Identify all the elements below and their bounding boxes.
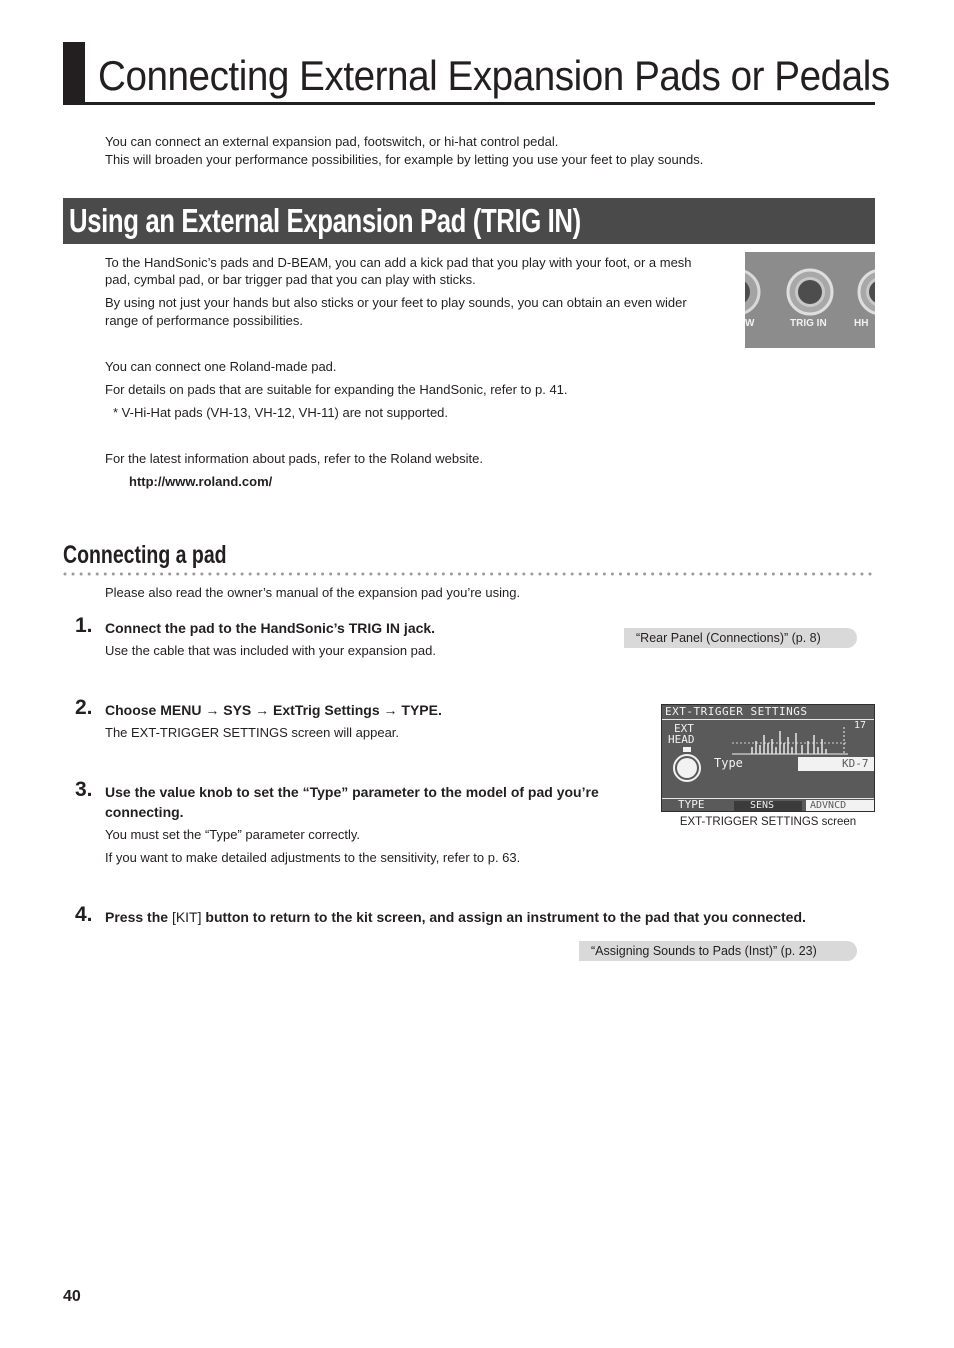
lcd-label-ext: EXT — [674, 722, 694, 735]
lcd-tab-type: TYPE — [678, 798, 705, 811]
title-underline — [85, 102, 875, 105]
kit-button-label: [KIT] — [171, 909, 202, 925]
roland-url-link[interactable]: http://www.roland.com/ — [129, 474, 273, 489]
section-para1-line2: pad, cymbal pad, or bar trigger pad that you can play with sticks. — [105, 272, 476, 287]
jack-label-trig-in: TRIG IN — [790, 318, 827, 329]
jack-label-w: W — [745, 318, 755, 329]
jack-label-hh: HH — [854, 318, 869, 329]
sys-label: SYS — [223, 702, 252, 718]
details-text: For details on pads that are suitable for expanding the HandSonic, refer to p. 41. — [105, 382, 568, 397]
section-para2-line1: By using not just your hands but also sticks or your feet to play sounds, you can obtain an even wider — [105, 295, 687, 310]
step-1-number: 1. — [75, 614, 93, 637]
step-1-reference-link[interactable]: “Rear Panel (Connections)” (p. 8) — [624, 628, 857, 648]
lcd-label-head: HEAD — [668, 733, 695, 746]
latest-info-text: For the latest information about pads, refer to the Roland website. — [105, 451, 483, 466]
ext-trigger-settings-screen — [661, 704, 875, 812]
pad-icon — [670, 745, 704, 783]
step-3-body-1: You must set the “Type” parameter correctly. — [105, 827, 361, 842]
title-bar-accent — [63, 42, 85, 105]
subsection-intro: Please also read the owner’s manual of the expansion pad you’re using. — [105, 585, 521, 600]
exttrig-label: ExtTrig Settings — [273, 702, 380, 718]
step-4-heading — [105, 907, 806, 927]
step-3-heading-line1: Use the value knob to set the “Type” parameter to the model of pad you’re — [105, 784, 599, 800]
step-2-body: The EXT-TRIGGER SETTINGS screen will appear. — [105, 725, 400, 740]
step-4-heading-pre: Press the — [105, 909, 172, 925]
arrow-icon: → — [255, 702, 270, 718]
arrow-icon: → — [383, 702, 398, 718]
note-text: * V-Hi-Hat pads (VH-13, VH-12, VH-11) are not supported. — [113, 405, 449, 420]
connect-one-text: You can connect one Roland-made pad. — [105, 359, 337, 374]
page-number: 40 — [63, 1288, 81, 1305]
lcd-caption: EXT-TRIGGER SETTINGS screen — [679, 816, 857, 828]
lcd-header: EXT-TRIGGER SETTINGS — [665, 705, 808, 718]
trigger-graph-icon — [730, 723, 850, 757]
jack-panel-svg — [745, 252, 875, 348]
step-4-reference-link[interactable]: “Assigning Sounds to Pads (Inst)” (p. 23) — [579, 941, 857, 961]
page-title: Connecting External Expansion Pads or Pedals — [98, 52, 890, 99]
menu-label: Choose MENU — [105, 702, 202, 718]
lcd-tab-advncd: ADVNCD — [810, 800, 847, 811]
step-3-body-2: If you want to make detailed adjustments to the sensitivity, refer to p. 63. — [105, 850, 521, 865]
intro-line-1: You can connect an external expansion pad, footswitch, or hi-hat control pedal. — [105, 134, 559, 149]
dotted-divider — [63, 571, 875, 577]
step-3-heading-line2: connecting. — [105, 804, 184, 820]
step-2-number: 2. — [75, 696, 93, 719]
arrow-icon: → — [205, 702, 220, 718]
section-para2-line2: range of performance possibilities. — [105, 313, 303, 328]
step-1-heading: Connect the pad to the HandSonic’s TRIG IN jack. — [105, 620, 436, 636]
step-4-heading-post: button to return to the kit screen, and assign an instrument to the pad that you connected. — [201, 909, 806, 925]
section-title: Using an External Expansion Pad (TRIG IN) — [69, 202, 581, 239]
lcd-tab-sens: SENS — [750, 800, 775, 811]
subsection-title: Connecting a pad — [63, 541, 227, 569]
type-label: TYPE. — [401, 702, 442, 718]
trig-in-jack-image — [745, 252, 875, 348]
section-para1-line1: To the HandSonic’s pads and D-BEAM, you can add a kick pad that you play with your foot, or a mesh — [105, 255, 692, 270]
lcd-param-type: Type — [714, 756, 743, 770]
lcd-value: KD-7 — [842, 757, 869, 770]
lcd-channel: 17 — [854, 720, 867, 731]
step-3-number: 3. — [75, 778, 93, 801]
step-2-heading — [105, 700, 442, 720]
step-4-number: 4. — [75, 903, 93, 926]
intro-line-2: This will broaden your performance possibilities, for example by letting you use your feet to play sounds. — [105, 152, 704, 167]
step-1-body: Use the cable that was included with your expansion pad. — [105, 643, 436, 658]
